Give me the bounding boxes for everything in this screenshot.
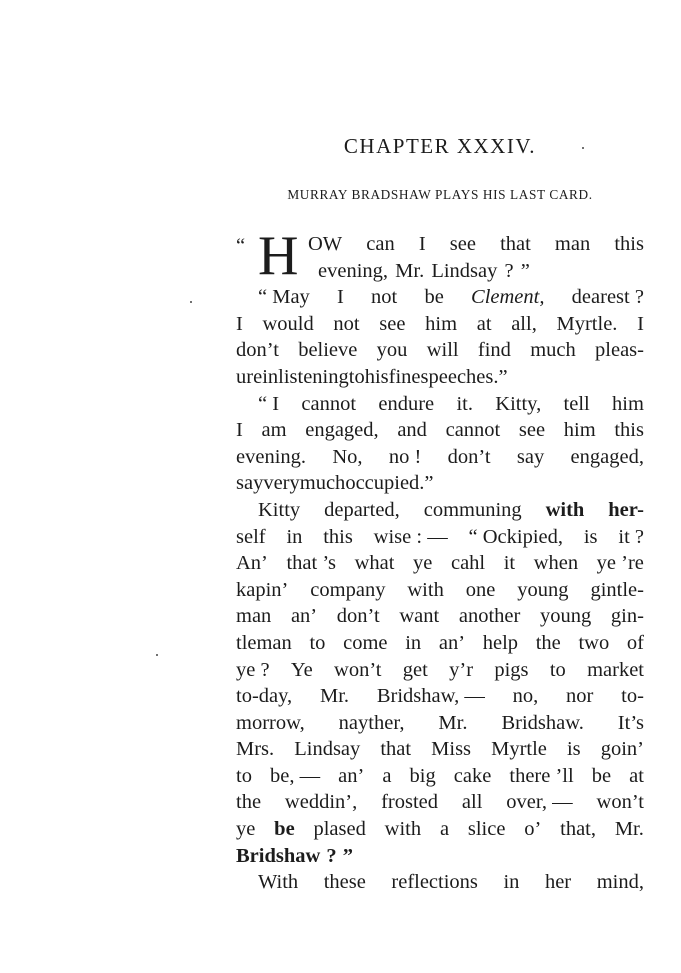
word: say [236, 472, 264, 495]
word: wise : — [373, 525, 448, 548]
word: will [426, 339, 459, 362]
word: nor [566, 685, 594, 708]
word: to [348, 365, 365, 388]
word: cannot [301, 392, 357, 415]
opening-line-2: evening, Mr. Lindsay ? ” [318, 259, 530, 282]
word: say [516, 445, 545, 468]
text-line [236, 444, 644, 471]
word: slice [467, 818, 506, 841]
word: can [366, 233, 395, 255]
word: morrow, [236, 711, 305, 734]
word: it [503, 552, 516, 575]
word: very [263, 472, 300, 495]
word: him [563, 419, 596, 442]
text-line [236, 683, 644, 710]
word: Kitty, [495, 392, 542, 415]
word: ye ’re [596, 552, 644, 575]
word: come [343, 631, 388, 654]
word: over, — [506, 791, 573, 814]
word: not [371, 286, 398, 309]
word: not [333, 312, 360, 335]
word: I [337, 286, 344, 309]
text-line [236, 843, 644, 870]
word: him [425, 312, 458, 335]
word: It’s [617, 711, 644, 734]
word: listening [278, 365, 349, 388]
word: the [535, 631, 561, 654]
word: it ? [618, 525, 644, 548]
word: Kitty [258, 498, 301, 521]
text-line [236, 311, 644, 338]
word: plased [313, 818, 366, 841]
word: reflections [391, 871, 478, 894]
word: in [286, 525, 303, 548]
word: man [554, 233, 591, 255]
body-text [236, 225, 644, 896]
word: an’ [338, 764, 365, 787]
word: this [614, 419, 644, 442]
word: I [637, 312, 644, 335]
word: pleas- [595, 339, 644, 362]
word: another [458, 605, 521, 628]
word: o’ [524, 818, 542, 841]
word: to-day, [236, 685, 293, 708]
text-line [236, 630, 644, 657]
word: a [439, 818, 450, 841]
word: with [545, 498, 585, 521]
word: help [482, 631, 519, 654]
word: be, — [270, 764, 321, 787]
word: ye [413, 552, 433, 575]
word: won’t [596, 791, 644, 814]
word: want [399, 605, 440, 628]
text-line [236, 391, 644, 418]
word: be [591, 764, 612, 787]
word: Bridshaw ? ” [236, 844, 354, 867]
text-line [236, 577, 644, 604]
word: don’t [236, 339, 279, 362]
word: is [566, 738, 581, 761]
word: with [384, 818, 422, 841]
word: in [503, 871, 520, 894]
word: evening. [236, 445, 307, 468]
word: cannot [445, 419, 501, 442]
text-line [236, 550, 644, 577]
word: tell [563, 392, 590, 415]
word: no, [512, 685, 539, 708]
word: no ! [388, 445, 422, 468]
word: y’r [449, 658, 474, 681]
chapter-subtitle: MURRAY BRADSHAW PLAYS HIS LAST CARD. [287, 187, 593, 202]
word: what [354, 552, 395, 575]
word: nayther, [338, 711, 405, 734]
opening-paragraph [236, 225, 644, 287]
word: see [518, 419, 546, 442]
text-line [236, 736, 644, 763]
word: two [578, 631, 610, 654]
word: “ Ockipied, [468, 525, 564, 548]
word: Bridshaw. [501, 711, 584, 734]
word: occupied.” [345, 472, 434, 495]
word: ye [236, 818, 256, 841]
word: to [309, 631, 326, 654]
word: much [530, 339, 576, 362]
opening-quote-mark: “ [236, 235, 246, 257]
word: Bridshaw, — [376, 685, 485, 708]
word: young [540, 605, 592, 628]
word: all, [511, 312, 537, 335]
word: her- [608, 498, 644, 521]
word: don’t [336, 605, 380, 628]
word: don’t [447, 445, 491, 468]
text-line [236, 603, 644, 630]
word: that ’s [286, 552, 337, 575]
text-line [236, 763, 644, 790]
word: there ’ll [509, 764, 574, 787]
word: be [424, 286, 444, 309]
text-line [236, 524, 644, 551]
word: see [379, 312, 406, 335]
word: is [583, 525, 598, 548]
word: much [299, 472, 346, 495]
word: ye ? [236, 658, 270, 681]
word: Myrtle [491, 738, 547, 761]
word: OW [308, 233, 343, 255]
word: endure [378, 392, 435, 415]
word: mind, [596, 871, 644, 894]
word: departed, [324, 498, 400, 521]
word: am [261, 419, 287, 442]
word: believe [298, 339, 358, 362]
scan-speck [190, 301, 192, 303]
word: at [629, 764, 644, 787]
word: this [323, 525, 353, 548]
word: would [262, 312, 314, 335]
word: with [407, 578, 444, 601]
word: you [376, 339, 408, 362]
word: find [477, 339, 511, 362]
text-line [236, 417, 644, 444]
word: pigs [494, 658, 529, 681]
word: cake [453, 764, 492, 787]
word: won’t [334, 658, 382, 681]
text-line [236, 284, 644, 311]
word: that, [560, 818, 597, 841]
chapter-title: CHAPTER XXXIV. [343, 134, 537, 158]
scan-speck [156, 654, 158, 656]
word: kapin’ [236, 578, 289, 601]
word: “ May [258, 286, 310, 309]
word: An’ [236, 552, 268, 575]
word: Mr. [319, 685, 350, 708]
word: in [405, 631, 422, 654]
text-line [236, 337, 644, 364]
text-line [236, 710, 644, 737]
word: engaged, [570, 445, 644, 468]
word: Myrtle. [556, 312, 618, 335]
word: a [382, 764, 392, 787]
word: it. [456, 392, 473, 415]
word: be [274, 818, 295, 841]
word: to [549, 658, 566, 681]
word: speeches.” [420, 365, 508, 388]
word: market [587, 658, 644, 681]
word: Clement, [471, 286, 545, 309]
word: big [409, 764, 436, 787]
word: at [476, 312, 492, 335]
drop-cap-letter: H [258, 225, 299, 287]
word: I [236, 419, 243, 442]
text-line [236, 364, 644, 391]
word: and [397, 419, 427, 442]
text-line [236, 816, 644, 843]
word: Mr. [438, 711, 468, 734]
word: Mr. [614, 818, 644, 841]
word: when [533, 552, 579, 575]
word: fine [388, 365, 421, 388]
word: gin- [610, 605, 644, 628]
word: in [262, 365, 279, 388]
word: self [236, 525, 266, 548]
word: dearest ? [571, 286, 644, 309]
word: goin’ [600, 738, 644, 761]
word: his [364, 365, 389, 388]
word: I [418, 233, 426, 255]
word: communing [423, 498, 522, 521]
word: weddin’, [284, 791, 358, 814]
word: tleman [236, 631, 292, 654]
word: to- [621, 685, 644, 708]
word: her [544, 871, 572, 894]
word: an’ [438, 631, 466, 654]
word: gintle- [590, 578, 644, 601]
text-line [236, 497, 644, 524]
word: of [626, 631, 644, 654]
word: frosted [381, 791, 439, 814]
word: Miss [431, 738, 472, 761]
word: all [461, 791, 483, 814]
word: I [236, 312, 243, 335]
word: man [236, 605, 272, 628]
word: these [323, 871, 366, 894]
word: With [258, 871, 299, 894]
word: the [236, 791, 262, 814]
word: one [465, 578, 496, 601]
word: “ I [258, 392, 280, 415]
text-line [236, 789, 644, 816]
opening-line-1 [308, 231, 644, 258]
word: Mrs. [236, 738, 275, 761]
word: that [380, 738, 412, 761]
word: get [402, 658, 428, 681]
word: to [236, 764, 252, 787]
word: this [614, 233, 644, 255]
text-line [236, 869, 644, 896]
word: Lindsay [294, 738, 361, 761]
word: No, [332, 445, 363, 468]
word: Ye [290, 658, 313, 681]
word: engaged, [305, 419, 379, 442]
word: him [612, 392, 644, 415]
word: ure [236, 365, 263, 388]
word: that [500, 233, 531, 255]
text-lines [236, 284, 644, 896]
word: company [310, 578, 386, 601]
word: cahl [450, 552, 486, 575]
text-line [236, 657, 644, 684]
text-line [236, 470, 644, 497]
word: young [517, 578, 569, 601]
word: an’ [290, 605, 318, 628]
word: see [449, 233, 476, 255]
